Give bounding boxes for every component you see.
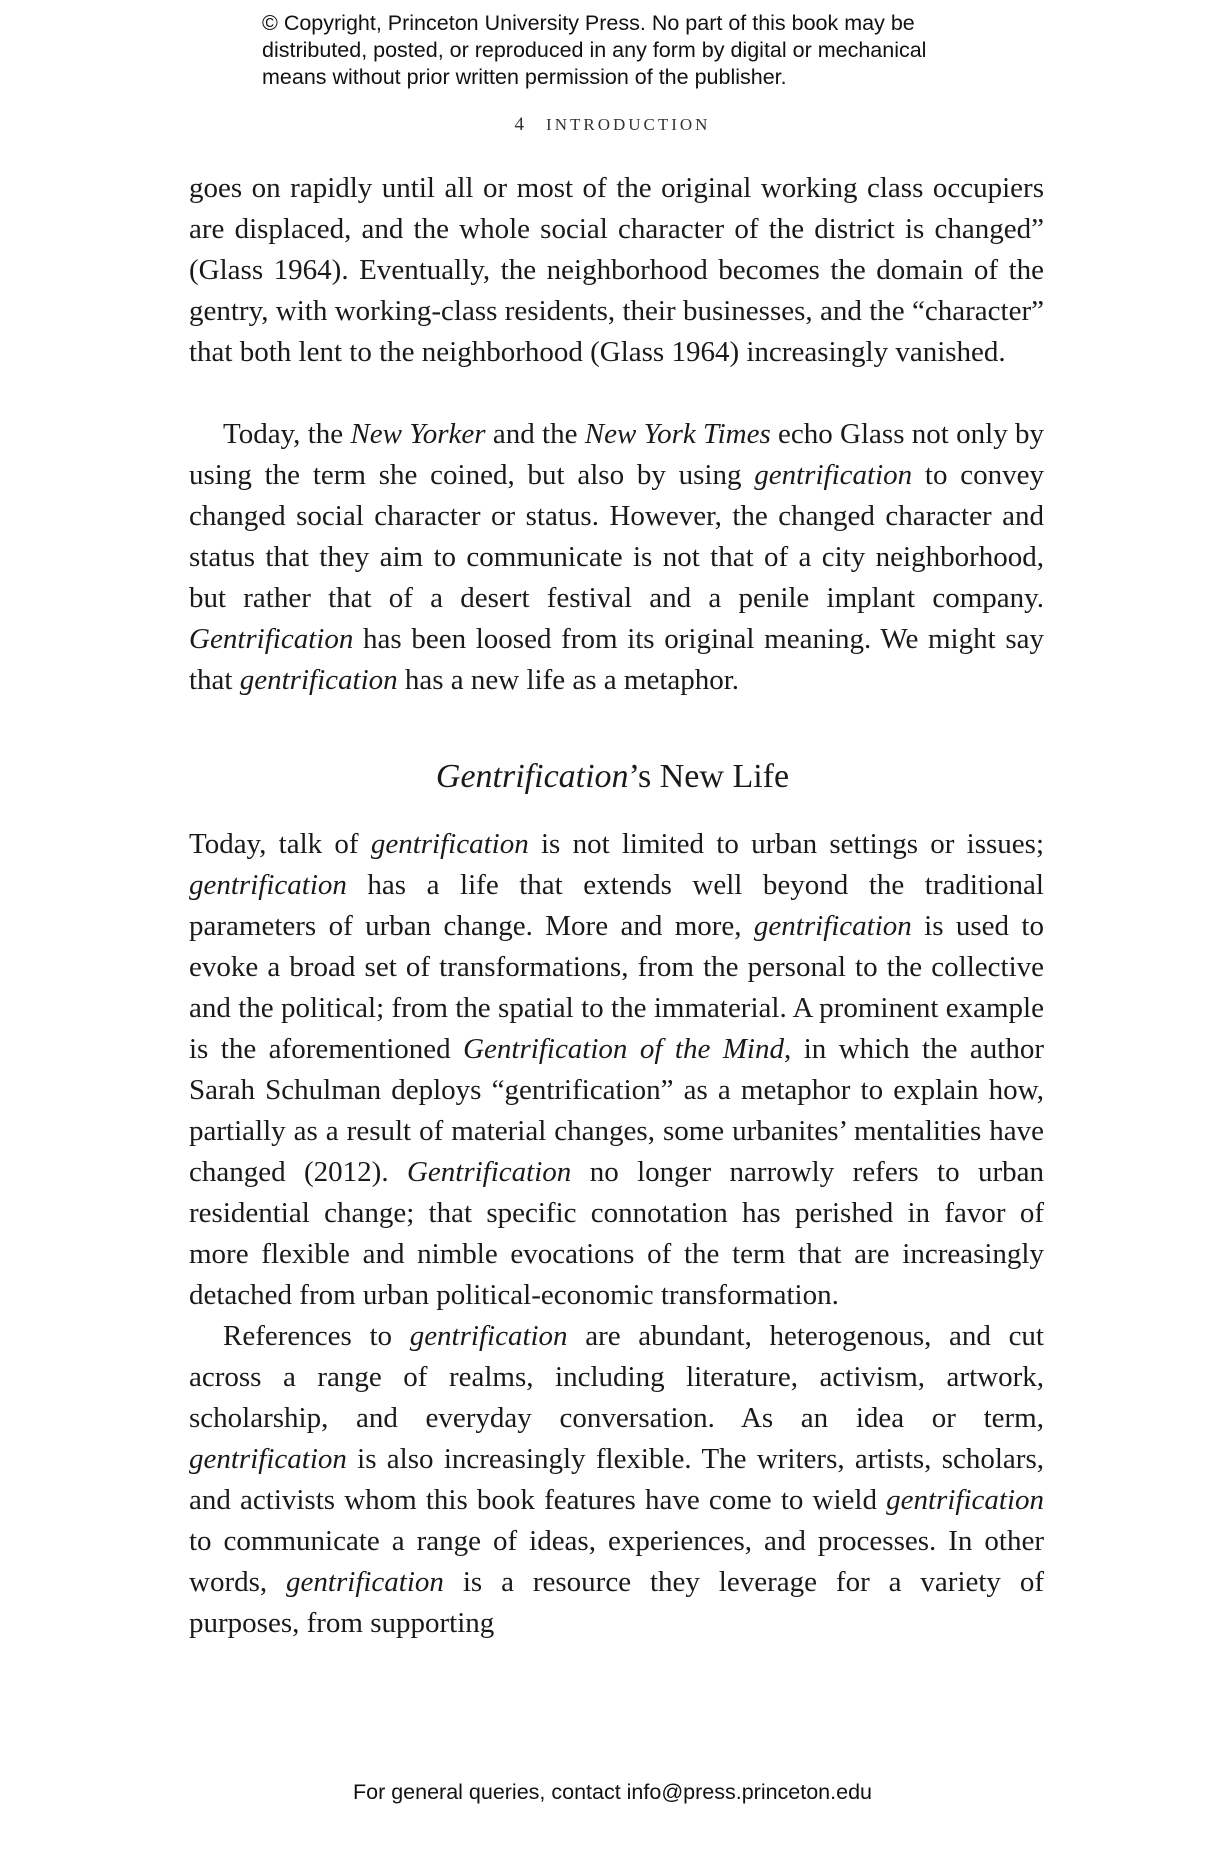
text-run: Today, the [223, 418, 351, 450]
page-number: 4 [514, 114, 525, 135]
footer-contact: For general queries, contact info@press.princeton.edu [352, 1780, 872, 1804]
section-heading [0, 758, 1225, 796]
copyright-notice [262, 10, 1022, 91]
italic-term: gentrification [409, 1320, 568, 1352]
chapter-title: INTRODUCTION [546, 115, 711, 134]
running-head [0, 114, 1225, 136]
body-text-block [189, 168, 1044, 373]
italic-term: Gentrification [189, 623, 354, 655]
text-run: to convey changed social character or status. However, the changed character and status that they aim to communicate is not that of a city neighborhood, but rather that of a desert festival and a penile implant company. [189, 459, 1044, 614]
text-run: has a new life as a metaphor. [397, 664, 740, 696]
section-heading-italic: Gentrification [435, 758, 629, 795]
text-run: are abundant, heterogenous, and cut across a range of realms, including literature, activism, artwork, scholarship, and everyday conversation. As an idea or term, [189, 1320, 1044, 1434]
copyright-line: means without prior written permission of the publisher. [262, 65, 787, 89]
text-run: and the [485, 418, 585, 450]
italic-term: gentrification [189, 1443, 347, 1475]
text-run: echo Glass not only by using the term she coined, but also by using [189, 418, 1044, 491]
italic-term: gentrification [753, 910, 912, 942]
body-text-block [189, 1316, 1044, 1644]
italic-title: New Yorker [350, 418, 486, 450]
paragraph [189, 1316, 1044, 1644]
text-run: has a life that extends well beyond the traditional parameters of urban change. More and more, [189, 869, 1044, 942]
text-run: Today, talk of [189, 828, 371, 860]
italic-title: Gentrification of the Mind [463, 1033, 784, 1065]
body-text-block [189, 414, 1044, 701]
section-heading-rest: ’s New Life [628, 758, 790, 795]
italic-term: Gentrification [406, 1156, 572, 1188]
copyright-line: distributed, posted, or reproduced in any form by digital or mechanical [262, 38, 927, 62]
text-run: is a resource they leverage for a variety of purposes, from supporting [189, 1566, 1044, 1639]
italic-term: gentrification [370, 828, 529, 860]
text-run: References to [223, 1320, 410, 1352]
italic-title: New York Times [584, 418, 771, 450]
text-run: is not limited to urban settings or issues; [528, 828, 1044, 860]
paragraph: goes on rapidly until all or most of the original working class occupiers are displaced, and the whole social character of the district is changed” (Glass 1964). Eventually, the neighborhood becomes the domain of the gentry, with working-class residents, their businesses, and the “character” that both lent to the neighborhood (Glass 1964) increasingly vanished. [189, 172, 1044, 368]
italic-term: gentrification [286, 1566, 444, 1598]
italic-term: gentrification [754, 459, 913, 491]
italic-term: gentrification [886, 1484, 1044, 1516]
text-run: is also increasingly flexible. The writers, artists, scholars, and activists whom this book features have come to wield [189, 1443, 1044, 1516]
text-run: to communicate a range of ideas, experiences, and processes. In other words, [189, 1525, 1044, 1598]
body-text-block [189, 824, 1044, 1316]
text-run: is used to evoke a broad set of transformations, from the personal to the collective and the political; from the spatial to the immaterial. A prominent example is the aforementioned [189, 910, 1044, 1065]
text-run: has been loosed from its original meaning. We might say that [189, 623, 1044, 696]
italic-term: gentrification [189, 869, 347, 901]
text-run: no longer narrowly refers to urban residential change; that specific connotation has perished in favor of more flexible and nimble evocations of the term that are increasingly detached from urban political-economic transformation. [189, 1156, 1044, 1311]
paragraph [189, 824, 1044, 1316]
copyright-line: © Copyright, Princeton University Press. No part of this book may be [262, 11, 915, 35]
italic-term: gentrification [239, 664, 398, 696]
paragraph [189, 414, 1044, 701]
text-run: , in which the author Sarah Schulman deploys “gentrification” as a metaphor to explain how, partially as a result of material changes, some urbanites’ mentalities have changed (2012). [189, 1033, 1044, 1188]
